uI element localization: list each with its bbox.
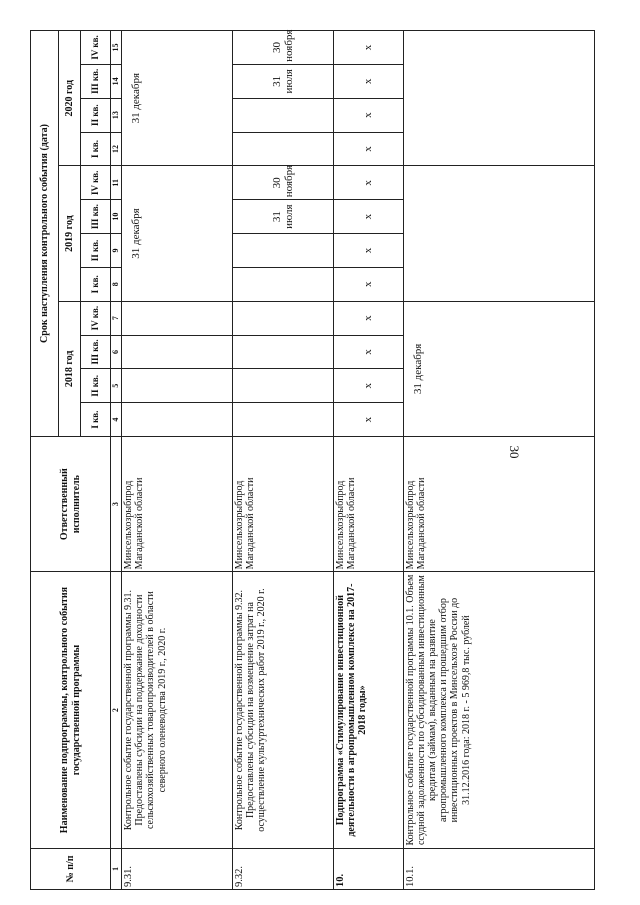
table-row [403, 31, 594, 890]
empty-cell [233, 132, 334, 166]
mark-x: х [333, 234, 403, 268]
row-executor: Минсельхозрыбпрод Магаданской области [233, 437, 334, 572]
quarter-label: IV кв. [81, 31, 111, 65]
row-name: Контрольное событие государственной программы 10.1. Объем ссудной задолженности по субсидированным инвестиционным кредитам (займам), выданным на развитие агропромышленного комплекса и прошедшим отбор инвестиционных проектов в Минсельхозе России до 31.12.2016 года: 2018 г. - 5 969,8 тыс. рублей [403, 572, 594, 849]
empty-cell [122, 301, 233, 335]
column-number: 15 [111, 31, 122, 65]
column-number: 5 [111, 369, 122, 403]
quarter-label: I кв. [81, 132, 111, 166]
header-year-2018: 2018 год [59, 301, 81, 436]
row-executor: Минсельхозрыбпрод Магаданской области [403, 437, 594, 572]
column-number: 8 [111, 267, 122, 301]
mark-x: х [333, 200, 403, 234]
quarter-label: III кв. [81, 335, 111, 369]
mark-x: х [333, 335, 403, 369]
empty-cell [403, 166, 594, 301]
column-number: 6 [111, 335, 122, 369]
column-number: 3 [111, 437, 122, 572]
quarter-label: IV кв. [81, 166, 111, 200]
row-number: 9.32. [233, 848, 334, 889]
date-2019-q3: 31 июля [233, 200, 334, 234]
header-year-2019: 2019 год [59, 166, 81, 301]
column-number: 10 [111, 200, 122, 234]
mark-x: х [333, 369, 403, 403]
row-number: 10.1. [403, 848, 594, 889]
mark-x: х [333, 166, 403, 200]
table-row [122, 31, 233, 890]
empty-cell [122, 335, 233, 369]
date-2019-q4: 30 ноября [233, 166, 334, 200]
empty-cell [403, 31, 594, 166]
column-number: 7 [111, 301, 122, 335]
quarter-label: II кв. [81, 98, 111, 132]
mark-x: х [333, 301, 403, 335]
quarter-label: I кв. [81, 267, 111, 301]
column-number: 1 [111, 848, 122, 889]
header-number: № п/п [31, 848, 111, 889]
quarter-label: II кв. [81, 234, 111, 268]
quarter-label: III кв. [81, 64, 111, 98]
column-number: 9 [111, 234, 122, 268]
empty-cell [233, 234, 334, 268]
header-term: Срок наступления контрольного события (дата) [31, 31, 59, 437]
row-executor: Минсельхозрыбпрод Магаданской области [333, 437, 403, 572]
mark-x: х [333, 98, 403, 132]
quarter-label: I кв. [81, 403, 111, 437]
empty-cell [233, 369, 334, 403]
date-2019: 31 декабря [122, 166, 233, 301]
row-number: 10. [333, 848, 403, 889]
row-name: Контрольное событие государственной программы 9.31. Предоставлены субсидии на поддержание доходности сельскохозяйственных товаропроизводителей в области северного оленеводства 2019 г., 2020 г. [122, 572, 233, 849]
mark-x: х [333, 267, 403, 301]
date-2020: 31 декабря [122, 31, 233, 166]
column-number: 11 [111, 166, 122, 200]
row-number: 9.31. [122, 848, 233, 889]
column-number: 13 [111, 98, 122, 132]
mark-x: х [333, 64, 403, 98]
row-name: Подпрограмма «Стимулирование инвестиционной деятельности в агропромышленном комплексе на 2017-2018 годы» [333, 572, 403, 849]
date-2018: 31 декабря [403, 301, 594, 436]
mark-x: х [333, 132, 403, 166]
page-number: 30 [507, 445, 522, 459]
mark-x: х [333, 403, 403, 437]
mark-x: х [333, 31, 403, 65]
empty-cell [122, 369, 233, 403]
empty-cell [233, 335, 334, 369]
table-row [233, 31, 334, 890]
empty-cell [233, 301, 334, 335]
table-row [333, 31, 403, 890]
empty-cell [122, 403, 233, 437]
header-year-2020: 2020 год [59, 31, 81, 166]
header-executor: Ответственный исполнитель [31, 437, 111, 572]
column-number: 2 [111, 572, 122, 849]
row-name: Контрольное событие государственной программы 9.32. Предоставлены субсидии на возмещение затрат на осуществление культуртехнических работ 2019 г., 2020 г. [233, 572, 334, 849]
quarter-label: III кв. [81, 200, 111, 234]
empty-cell [233, 403, 334, 437]
column-number: 14 [111, 64, 122, 98]
row-executor: Минсельхозрыбпрод Магаданской области [122, 437, 233, 572]
quarter-label: II кв. [81, 369, 111, 403]
control-events-table [30, 30, 595, 890]
date-2020-q3: 31 июля [233, 64, 334, 98]
column-number: 12 [111, 132, 122, 166]
date-2020-q4: 30 ноября [233, 31, 334, 65]
empty-cell [233, 98, 334, 132]
empty-cell [233, 267, 334, 301]
rotated-table-wrapper [30, 30, 595, 890]
column-number: 4 [111, 403, 122, 437]
header-name: Наименование подпрограммы, контрольного события государственной программы [31, 572, 111, 849]
quarter-label: IV кв. [81, 301, 111, 335]
